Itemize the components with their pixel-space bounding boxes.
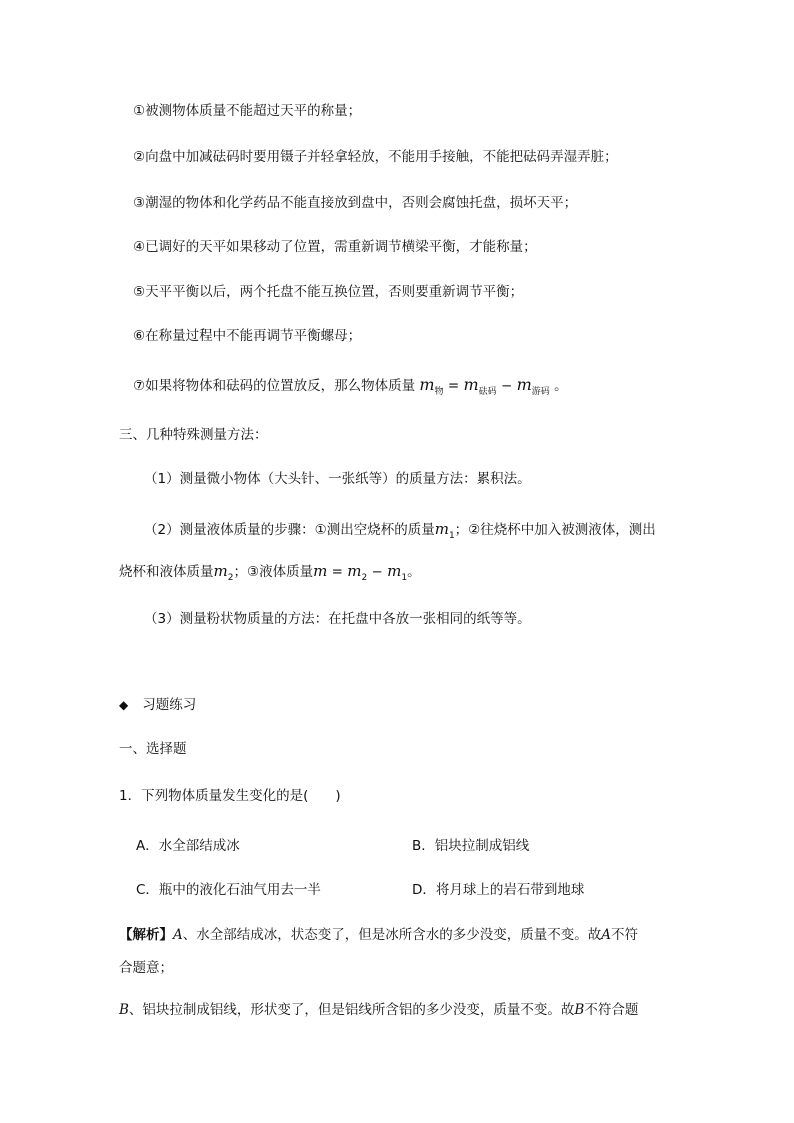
equals-sign: = — [327, 564, 348, 580]
analysis-option-a-ref: A — [601, 927, 611, 943]
practice-title: 习题练习 — [142, 697, 197, 713]
choice-section-heading: 一、选择题 — [119, 741, 187, 757]
rule-1: ①被测物体质量不能超过天平的称量； — [133, 103, 362, 119]
formula-mass-object: $m_物$ — [419, 375, 444, 397]
method-2-end: 。 — [407, 564, 421, 580]
diamond-bullet-icon: ◆ — [119, 698, 129, 712]
section-3-heading: 三、几种特殊测量方法： — [119, 427, 268, 443]
rule-5: ⑤天平平衡以后，两个托盘不能互换位置，否则要重新调节平衡； — [133, 284, 524, 300]
method-2-text-d: ；③液体质量 — [233, 564, 314, 580]
rule-2: ②向盘中加减砝码时要用镊子并轻拿轻放，不能用手接触，不能把砝码弄湿弄脏； — [133, 149, 618, 165]
analysis-text-1: 、水全部结成冰，状态变了，但是冰所含水的多少没变，质量不变。故 — [182, 927, 602, 943]
rule-3: ③潮湿的物体和化学药品不能直接放到盘中，否则会腐蚀托盘，损坏天平； — [133, 195, 578, 211]
analysis-option-b: B — [119, 1002, 129, 1018]
formula-mass-weights: $m_{砝码}$ — [463, 375, 497, 397]
option-b: B．铝块拉制成铝线 — [412, 838, 530, 854]
formula-mass-rider: $m_{游码}$ — [516, 375, 550, 397]
minus-sign: − — [367, 564, 388, 580]
rule-6: ⑥在称量过程中不能再调节平衡螺母； — [133, 328, 362, 344]
analysis-text-3-end: 不符合题 — [584, 1002, 639, 1018]
option-d: D．将月球上的岩石带到地球 — [412, 882, 585, 898]
method-2-text-b: ；②往烧杯中加入被测液体，测出 — [454, 522, 656, 538]
equals-sign: = — [447, 378, 464, 394]
practice-header — [119, 695, 196, 715]
analysis-line-3 — [119, 1000, 638, 1020]
formula-m1: $m_1$ — [434, 520, 455, 541]
method-2-text-c: 烧杯和液体质量 — [119, 564, 214, 580]
analysis-line-1 — [119, 925, 638, 945]
formula-m: m — [313, 562, 328, 580]
method-2-line-2 — [119, 561, 421, 588]
formula-m1-b: $m_1$ — [387, 562, 408, 583]
analysis-text-3: 、铝块拉制成铝线，形状变了，但是铝线所含铝的多少没变，质量不变。故 — [128, 1002, 575, 1018]
option-a: A．水全部结成冰 — [136, 838, 240, 854]
rule-7 — [133, 375, 568, 402]
rule-4: ④已调好的天平如果移动了位置，需重新调节横梁平衡，才能称量； — [133, 239, 537, 255]
formula-m2-b: $m_2$ — [347, 562, 368, 583]
option-c: C．瓶中的液化石油气用去一半 — [136, 882, 321, 898]
method-2-text-a: （2）测量液体质量的步骤：①测出空烧杯的质量 — [144, 522, 435, 538]
analysis-text-1-end: 不符 — [611, 927, 638, 943]
analysis-line-2: 合题意； — [119, 960, 173, 976]
analysis-option-a: A — [173, 927, 183, 943]
analysis-label: 【解析】 — [119, 927, 173, 943]
analysis-option-b-ref: B — [574, 1002, 585, 1018]
question-1: 1．下列物体质量发生变化的是( ) — [119, 788, 341, 804]
rule-7-text: ⑦如果将物体和砝码的位置放反，那么物体质量 — [133, 378, 416, 394]
method-3: （3）测量粉状物质量的方法：在托盘中各放一张相同的纸等等。 — [144, 611, 531, 627]
minus-sign: − — [500, 378, 517, 394]
rule-7-end: 。 — [554, 378, 568, 394]
method-2-line-1 — [144, 519, 656, 546]
formula-m2: $m_2$ — [213, 562, 234, 583]
method-1: （1）测量微小物体（大头针、一张纸等）的质量方法：累积法。 — [144, 471, 531, 487]
